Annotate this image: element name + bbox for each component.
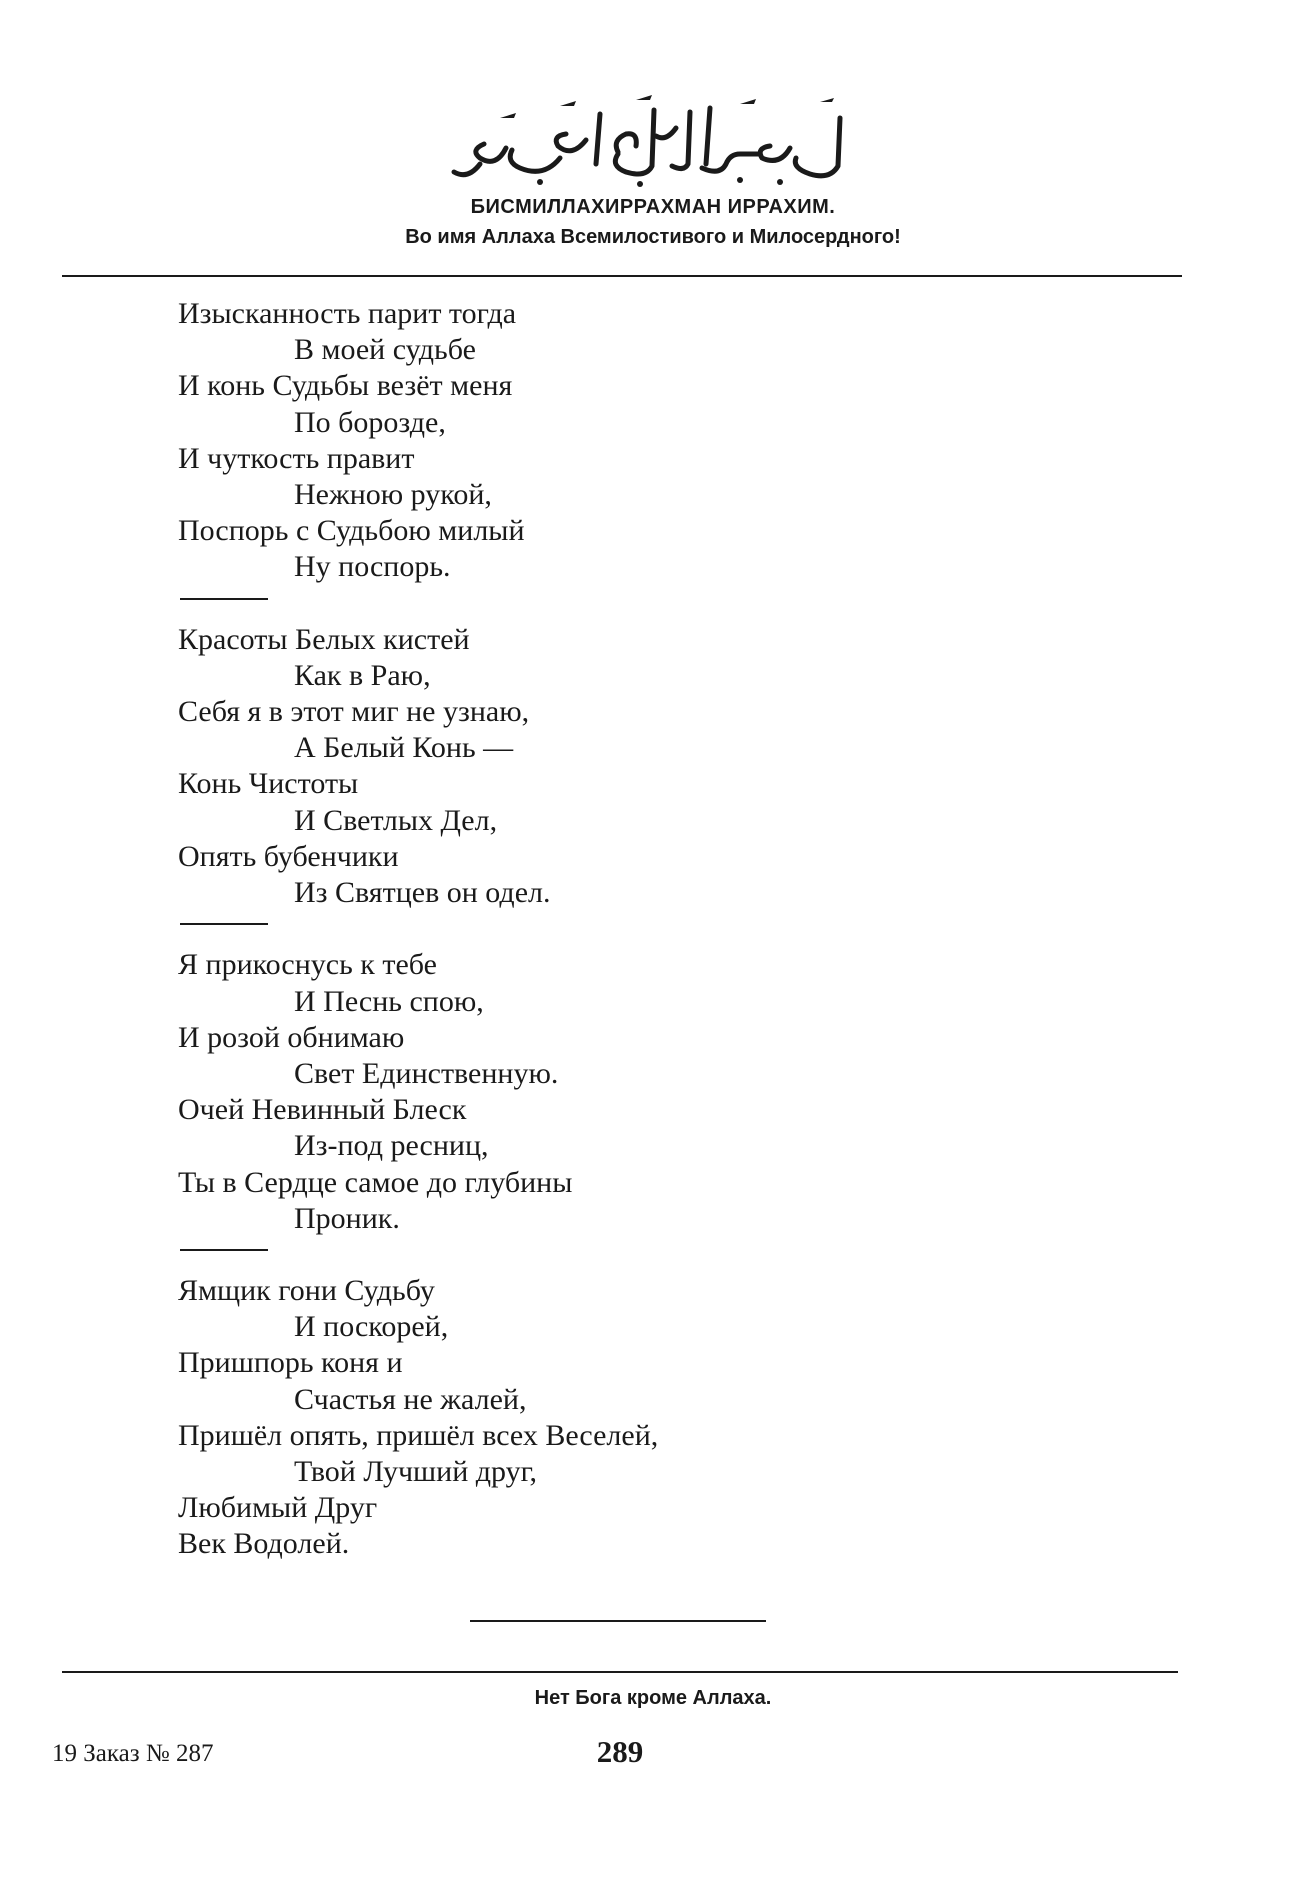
poem-line: И конь Судьбы везёт меня (178, 369, 513, 403)
stanza-separator (178, 586, 268, 622)
poem-line: Век Водолей. (178, 1527, 350, 1561)
poem-line: И чуткость правит (178, 441, 415, 475)
poem-line: Очей Невинный Блеск (178, 1093, 467, 1127)
stanza (178, 947, 658, 1237)
footer-motto: Нет Бога кроме Аллаха. (534, 1687, 772, 1709)
poem-line-indented: Из Святцев он одел. (294, 876, 551, 909)
poem-line-indented: Как в Раю, (294, 658, 431, 692)
stanza (178, 296, 658, 586)
poem-line-indented: Проник. (294, 1201, 400, 1235)
poem-line: Я прикоснусь к тебе (178, 948, 437, 982)
basmala-translation: Во имя Аллаха Всемилостивого и Милосердного! (405, 226, 901, 248)
poem-line: Пришпорь коня и (178, 1346, 403, 1380)
stanza-separator (178, 911, 268, 947)
poem-line: Ты в Сердце самое до глубины (178, 1165, 573, 1199)
poem-line-indented: В моей судьбе (294, 333, 476, 367)
poem-line-indented: Свет Единственную. (294, 1056, 559, 1090)
poem-line: Поспорь с Судьбою милый (178, 514, 525, 548)
poem-line-indented: И поскорей, (294, 1310, 449, 1344)
poem-line: Конь Чистоты (178, 767, 359, 801)
poem-line: Красоты Белых кистей (178, 622, 470, 656)
print-order-mark: 19 Заказ № 287 (52, 1740, 214, 1767)
poem-line: Себя я в этот миг не узнаю, (178, 695, 530, 729)
poem-line: Опять бубенчики (178, 839, 399, 873)
poem-line: И розой обнимаю (178, 1020, 405, 1054)
header-divider (62, 275, 1182, 277)
poem-line-indented: И Светлых Дел, (294, 803, 498, 837)
poem-line-indented: По борозде, (294, 405, 446, 439)
poem-line-indented: А Белый Конь — (294, 731, 514, 765)
poem-end-rule (470, 1620, 766, 1622)
poem-line: Ямщик гони Судьбу (178, 1274, 435, 1308)
stanza (178, 622, 658, 912)
poem-line-indented: И Песнь спою, (294, 984, 484, 1018)
poem-line: Пришёл опять, пришёл всех Веселей, (178, 1418, 659, 1452)
poem-line: Изысканность парит тогда (178, 297, 517, 330)
poem-line-indented: Из-под ресниц, (294, 1129, 489, 1163)
stanza (178, 1273, 658, 1563)
basmala-calligraphy (440, 88, 860, 188)
poem-line-indented: Твой Лучший друг, (294, 1455, 538, 1488)
page-number: 289 (596, 1734, 644, 1769)
poem-line-indented: Счастья не жалей, (294, 1382, 527, 1416)
basmala-title: БИСМИЛЛАХИРРАХМАН ИРРАХИМ. (470, 196, 836, 218)
poem-line: Любимый Друг (178, 1491, 378, 1525)
footer-divider (62, 1671, 1178, 1673)
stanza-separator (178, 1237, 268, 1273)
poem-line-indented: Нежною рукой, (294, 477, 492, 511)
poem (178, 296, 658, 1563)
poem-line-indented: Ну поспорь. (294, 550, 451, 584)
